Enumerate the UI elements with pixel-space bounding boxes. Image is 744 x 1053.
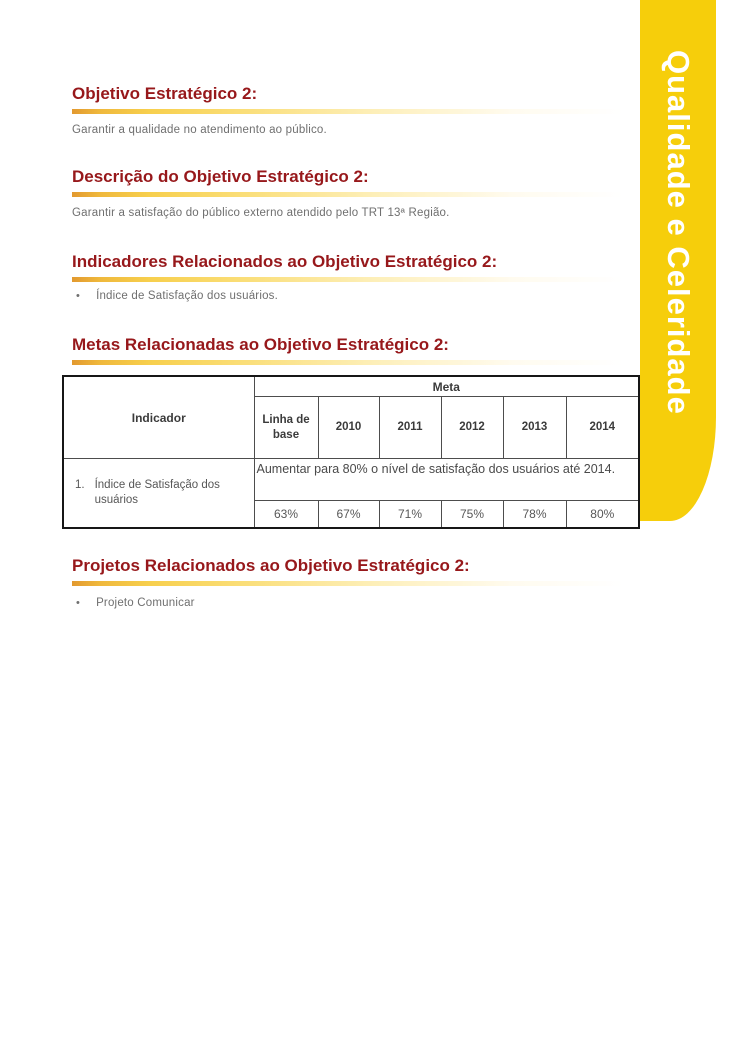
- table-header-indicador: Indicador: [63, 376, 254, 459]
- table-cell-goal: Aumentar para 80% o nível de satisfação dos usuários até 2014.: [254, 459, 639, 501]
- table-header-2011: 2011: [379, 397, 441, 459]
- bullet-item-projeto: [76, 596, 195, 610]
- table-header-2012: 2012: [441, 397, 503, 459]
- value-2012: 75%: [441, 501, 503, 528]
- section-heading-objetivo: Objetivo Estratégico 2:: [72, 84, 258, 103]
- bullet-label: Índice de Satisfação dos usuários.: [96, 290, 279, 302]
- metas-table: [62, 375, 640, 529]
- heading-underline: [72, 109, 623, 114]
- value-linha-de-base: 63%: [254, 501, 318, 528]
- bullet-label: Projeto Comunicar: [96, 597, 195, 609]
- table-header-2010: 2010: [318, 397, 379, 459]
- heading-underline: [72, 360, 623, 365]
- section-heading-descricao: Descrição do Objetivo Estratégico 2:: [72, 167, 369, 186]
- section-heading-metas: Metas Relacionadas ao Objetivo Estratégico 2:: [72, 335, 449, 354]
- table-header-meta: Meta: [254, 376, 639, 397]
- heading-underline: [72, 581, 623, 586]
- value-2013: 78%: [503, 501, 566, 528]
- table-header-2013: 2013: [503, 397, 566, 459]
- section-body-descricao: Garantir a satisfação do público externo atendido pelo TRT 13ª Região.: [72, 207, 450, 219]
- heading-underline: [72, 192, 623, 197]
- row-indicator-label: Índice de Satisfação dos usuários: [94, 478, 220, 506]
- section-heading-projetos: Projetos Relacionados ao Objetivo Estratégico 2:: [72, 556, 470, 575]
- table-header-2014: 2014: [566, 397, 639, 459]
- table-cell-indicator: [63, 459, 254, 528]
- bullet-icon: •: [76, 597, 81, 609]
- side-tab: [640, 0, 716, 521]
- table-header-linha-de-base: Linha de base: [254, 397, 318, 459]
- table-row: [63, 459, 639, 501]
- bullet-item-indicador: [76, 289, 278, 303]
- section-heading-indicadores: Indicadores Relacionados ao Objetivo Estratégico 2:: [72, 252, 498, 271]
- value-2014: 80%: [566, 501, 639, 528]
- side-tab-label: Qualidade e Celeridade: [661, 50, 696, 415]
- value-2010: 67%: [318, 501, 379, 528]
- section-body-objetivo: Garantir a qualidade no atendimento ao público.: [72, 124, 327, 136]
- row-number: 1.: [75, 478, 85, 491]
- value-2011: 71%: [379, 501, 441, 528]
- heading-underline: [72, 277, 623, 282]
- bullet-icon: •: [76, 290, 81, 302]
